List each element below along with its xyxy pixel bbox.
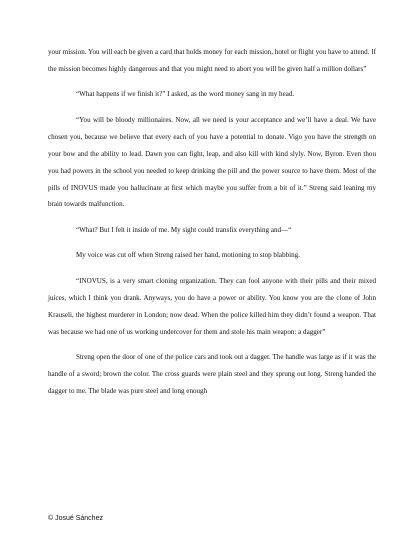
paragraph-7: Streng open the door of one of the police cars and took out a dagger. The handle was large as if it was the handle of a sword; brown the color. The cross guards were plain steel and they sprung out long. Streng handed the dagger to me. The blade was pure steel and long enough [48, 353, 376, 395]
copyright-footer: © Josué Sánchez [48, 515, 103, 522]
paragraph-3: “You will be bloody millionaires. Now, all we need is your acceptance and we’ll have a deal. We have chosen you, because we believe that every each of you have a potential to donate. Vigo you have the strength on your bow and the ability to lead. Dawn you can fight, leap, and also kill with kind slyly. Now, Byron. Even thou you had powers in the school you needed to keep drinking the pill and the power source to have them. Most of the pills of INOVUS made you hallucinate at first which maybe you suffer from a bit of it.” Streng said leaning my brain towards malfunction. [48, 115, 376, 209]
body-text [48, 44, 376, 400]
paragraph-2: “What happens if we finish it?” I asked, as the word money sang in my head. [76, 90, 295, 99]
paragraph-5: My voice was cut off when Streng raised her hand, motioning to stop blabbing. [76, 251, 300, 260]
paragraph-1: your mission. You will each be given a card that holds money for each mission, hotel or flight you have to attend. If the mission becomes highly dangerous and that you might need to abort you will be given half a million dollars” [48, 48, 376, 73]
paragraph-6: “INOVUS, is a very smart cloning organization. They can fool anyone with their pills and their mixed juices, which I think you drank. Anyways, you do have a power or ability. You know you are the clone of John Krauseli, the highest murderer in London; now dead. When the police killed him they didn’t found a weapon. That was because we had one of us working undercover for them and stole his main weapon: a dagger” [48, 276, 376, 336]
paragraph-4: “What? But I felt it inside of me. My sight could transfix everything and—“ [76, 225, 292, 234]
